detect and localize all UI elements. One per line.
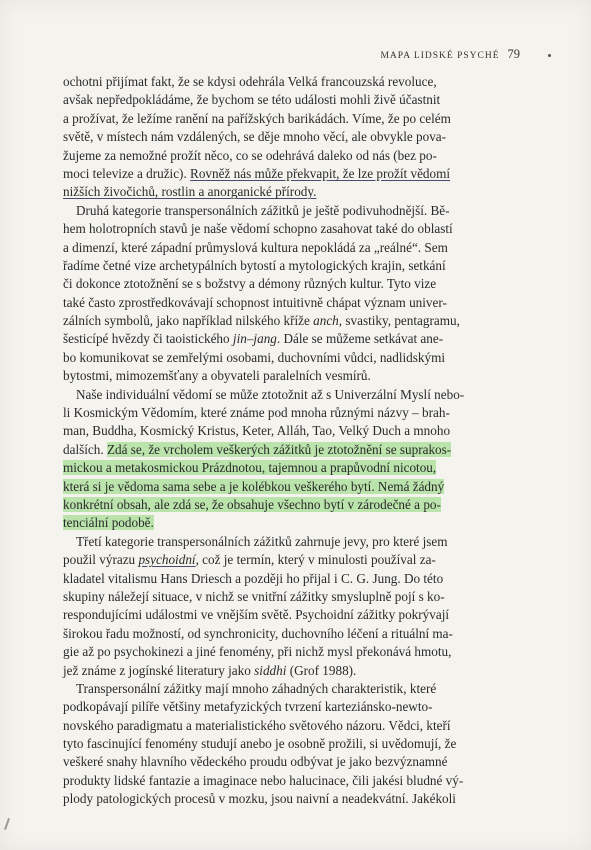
text-line: kladatel vitalismu Hans Driesch a později ho přijal i C. G. Jung. Do této [63, 570, 444, 586]
highlighted-text: tenciální podobě. [63, 515, 154, 531]
text-line: ochotni přijímat fakt, že se kdysi odehrála Velká francouzská revoluce, [63, 74, 437, 89]
text-line: jež známe z jogínské literatury jako siddhi (Grof 1988). [63, 662, 357, 678]
text-line: hem holotropních stavů je naše vědomí schopno zasahovat také do oblastí [63, 221, 453, 237]
text-line: světě, v místech nám vzdálených, se děje mnoho věcí, ale obvykle pova- [63, 129, 447, 145]
text-line: bytostmi, mimozemšťany a obyvateli paralelních vesmírů. [63, 368, 371, 384]
text-line [63, 459, 531, 477]
italic-term: anch [313, 313, 339, 329]
text-line: li Kosmickým Vědomím, které známe pod mnoha různými názvy – brah- [63, 405, 450, 421]
text-line: skupiny náležejí situace, v nichž se vnitřní zážitky smysluplně pojí s ko- [63, 588, 445, 604]
text-line: řadíme četné vize archetypálních bytostí a mytologických krajin, setkání [63, 257, 446, 273]
pencil-mark [4, 818, 10, 830]
text-line: man, Buddha, Kosmický Kristus, Keter, Alláh, Tao, Velký Duch a mnoho [63, 423, 451, 439]
highlighted-text: konkrétní obsah, ale zdá se, že obsahuje všechno bytí v zárodečné a po- [63, 496, 441, 512]
highlighted-text: která si je vědoma sama sebe a je kolébkou veškerého bytí. Nemá žádný [63, 478, 445, 494]
text-line: produkty lidské fantazie a imaginace nebo halucinace, čili jakési bludné vý- [63, 772, 464, 788]
italic-term: psychoidní [138, 552, 196, 568]
text-line: moci televize a družic). Rovněž nás může překvapit, že lze prožít vědomí [63, 165, 451, 181]
page-number: 79 [507, 47, 520, 61]
text-line: novského paradigmatu a materialistického světového názoru. Vědci, kteří [63, 717, 451, 733]
paragraph-start: Třetí kategorie transpersonálních zážitků zahrnuje jevy, pro které jsem [76, 533, 448, 549]
margin-dot [548, 54, 551, 57]
text-line: podkopávají pilíře většiny metafyzických tvrzení karteziánsko-newto- [63, 699, 433, 715]
paragraph-start: Transpersonální zážitky mají mnoho záhadných charakteristik, které [76, 680, 437, 696]
text-line: bo komunikovat se zemřelými osobami, duchovními vůdci, nadlidskými [63, 349, 446, 365]
text-line: respondujícími událostmi ve vnějším světě. Psychoidní zážitky pokrývají [63, 607, 450, 623]
italic-term: siddhi [254, 662, 287, 678]
text-line: širokou řadu možností, od synchronicity, duchovního léčení a rituální ma- [63, 625, 453, 641]
text-line: použil výrazu psychoidní, což je termín, který v minulosti používal za- [63, 552, 436, 568]
text-line: či dokonce ztotožnění se s božstvy a démony různých kultur. Tyto vize [63, 276, 437, 292]
text-line: veškeré snahy hlavního vědeckého proudu odbývat je jako bezvýznamné [63, 754, 448, 770]
text-line [63, 478, 531, 496]
text-line: avšak nepředpokládáme, že bychom se této události mohli živě účastnit [63, 92, 441, 108]
highlighted-text: mickou a metakosmickou Prázdnotou, tajemnou a prapůvodní nicotou, [63, 460, 437, 476]
text-line: gie až po psychokinezi a jiné fenomény, při nichž mysl překonává hmotu, [63, 644, 452, 660]
text-line: šesticípé hvězdy či taoistického jin–jang. Dále se můžeme setkávat ane- [63, 331, 444, 347]
text-line: a prožívat, že ležíme ranění na pařížských barikádách. Víme, že po celém [63, 110, 451, 126]
text-line [63, 183, 531, 201]
page-header [340, 47, 520, 62]
running-head: MAPA LIDSKÉ PSYCHÉ [380, 51, 500, 61]
text-line: zálních symbolů, jako například nilského kříže anch, svastiky, pentagramu, [63, 313, 460, 329]
underlined-text: Rovněž nás může překvapit, že lze prožít vědomí [190, 165, 451, 181]
highlighted-text: Zdá se, že vrcholem veškerých zážitků je ztotožnění se suprakos- [106, 441, 452, 457]
text-line: tyto fascinující fenomény studují anebo je osobně prožili, si uvědomují, že [63, 736, 457, 752]
body-text [63, 73, 531, 809]
paragraph-start: Druhá kategorie transpersonálních zážitků je ještě podivuhodnější. Bě- [76, 202, 450, 218]
italic-term: jin–jang [232, 331, 277, 347]
text-line [63, 514, 531, 532]
text-line: a dimenzí, které západní průmyslová kultura nepokládá za „reálné“. Sem [63, 239, 448, 255]
text-line: dalších. Zdá se, že vrcholem veškerých zážitků je ztotožnění se suprakos- [63, 441, 452, 457]
text-line [63, 496, 531, 514]
text-line: žujeme za nemožné prožít něco, co se odehrává daleko od nás (bez po- [63, 147, 437, 163]
text-line: plody patologických procesů v mozku, jsou naivní a neadekvátní. Jakékoli [63, 791, 456, 807]
text-line: také často zprostředkovávají schopnost intuitivně chápat význam univer- [63, 294, 447, 310]
paragraph-start: Naše individuální vědomí se může ztotožnit až s Univerzální Myslí nebo- [76, 386, 465, 402]
underlined-text: nižších živočichů, rostlin a anorganické přírody. [63, 184, 317, 200]
